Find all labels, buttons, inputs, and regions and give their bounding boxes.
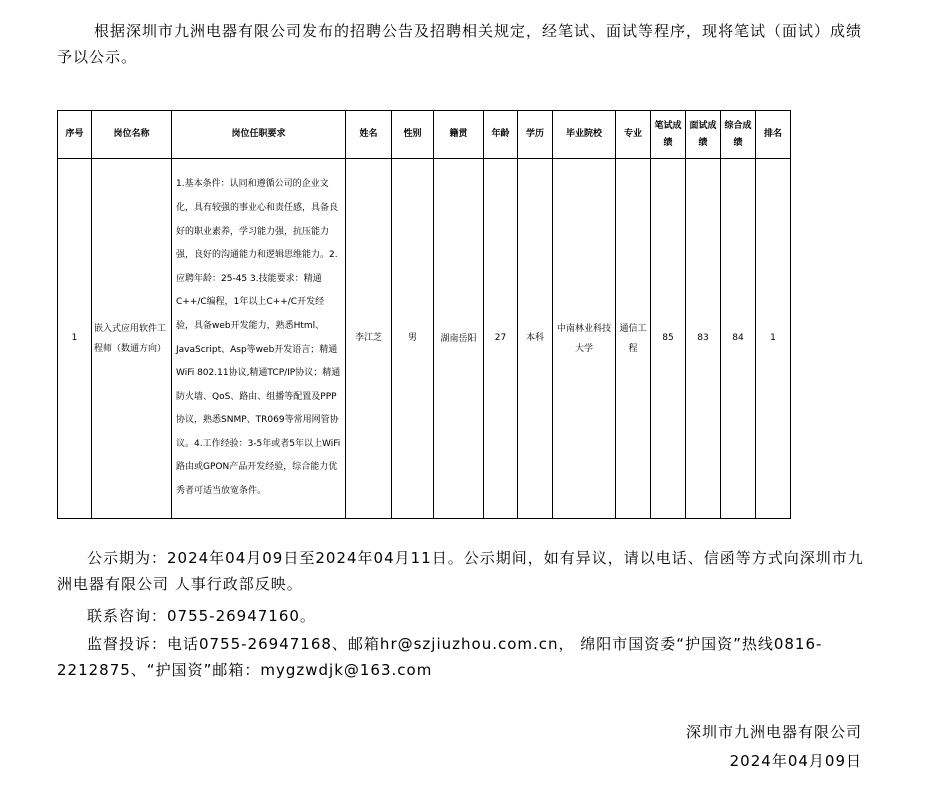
header-rank: 排名: [756, 111, 791, 159]
cell-age: 27: [484, 159, 518, 519]
cell-major: 通信工程: [616, 159, 651, 519]
contact-line: 联系咨询：0755-26947160。: [87, 607, 316, 625]
table-row: [58, 159, 791, 519]
cell-origin: 湖南岳阳: [434, 159, 484, 519]
cell-no: 1: [58, 159, 92, 519]
header-major: 专业: [616, 111, 651, 159]
header-total: 综合成绩: [721, 111, 756, 159]
header-position: 岗位名称: [92, 111, 172, 159]
signature-date: 2024年04月09日: [729, 752, 862, 770]
results-table: [57, 110, 791, 519]
header-no: 序号: [58, 111, 92, 159]
header-interview: 面试成绩: [686, 111, 721, 159]
cell-position: 嵌入式应用软件工程师（数通方向）: [92, 159, 172, 519]
header-school: 毕业院校: [553, 111, 616, 159]
cell-interview: 83: [686, 159, 721, 519]
intro-paragraph: 根据深圳市九洲电器有限公司发布的招聘公告及招聘相关规定，经笔试、面试等程序，现将笔试（面试）成绩予以公示。: [57, 22, 863, 66]
cell-requirements: 1.基本条件：认同和遵循公司的企业文化，具有较强的事业心和责任感，具备良好的职业素养，学习能力强，抗压能力强，良好的沟通能力和逻辑思维能力。2.应聘年龄：25-45 3.技能要求：精通C++/C编程，1年以上C++/C开发经验，具备web开发能力，熟悉Html、JavaScript、Asp等web开发语言；精通WiFi 802.11协议,精通TCP/IP协议；精通防火墙、QoS、路由、组播等配置及PPP协议，熟悉SNMP、TR069等常用网管协议。4.工作经验：3-5年或者5年以上WiFi路由或GPON产品开发经验，综合能力优秀者可适当放宽条件。: [172, 159, 346, 519]
cell-education: 本科: [518, 159, 553, 519]
header-origin: 籍贯: [434, 111, 484, 159]
cell-name: 李江芝: [346, 159, 392, 519]
header-age: 年龄: [484, 111, 518, 159]
company-signature: 深圳市九洲电器有限公司: [685, 723, 862, 741]
cell-gender: 男: [392, 159, 434, 519]
header-requirements: 岗位任职要求: [172, 111, 346, 159]
notice-paragraph: 公示期为：2024年04月09日至2024年04月11日。公示期间，如有异议，请以电话、信函等方式向深圳市九洲电器有限公司 人事行政部反映。: [57, 549, 864, 593]
cell-rank: 1: [756, 159, 791, 519]
cell-total: 84: [721, 159, 756, 519]
header-education: 学历: [518, 111, 553, 159]
header-written: 笔试成绩: [651, 111, 686, 159]
cell-school: 中南林业科技大学: [553, 159, 616, 519]
supervise-paragraph: 监督投诉：电话0755-26947168、邮箱hr@szjiuzhou.com.cn， 绵阳市国资委“护国资”热线0816-2212875、“护国资”邮箱：mygzwdjk@163.com: [57, 635, 823, 679]
cell-written: 85: [651, 159, 686, 519]
table-header-row: [58, 111, 791, 159]
header-name: 姓名: [346, 111, 392, 159]
header-gender: 性别: [392, 111, 434, 159]
